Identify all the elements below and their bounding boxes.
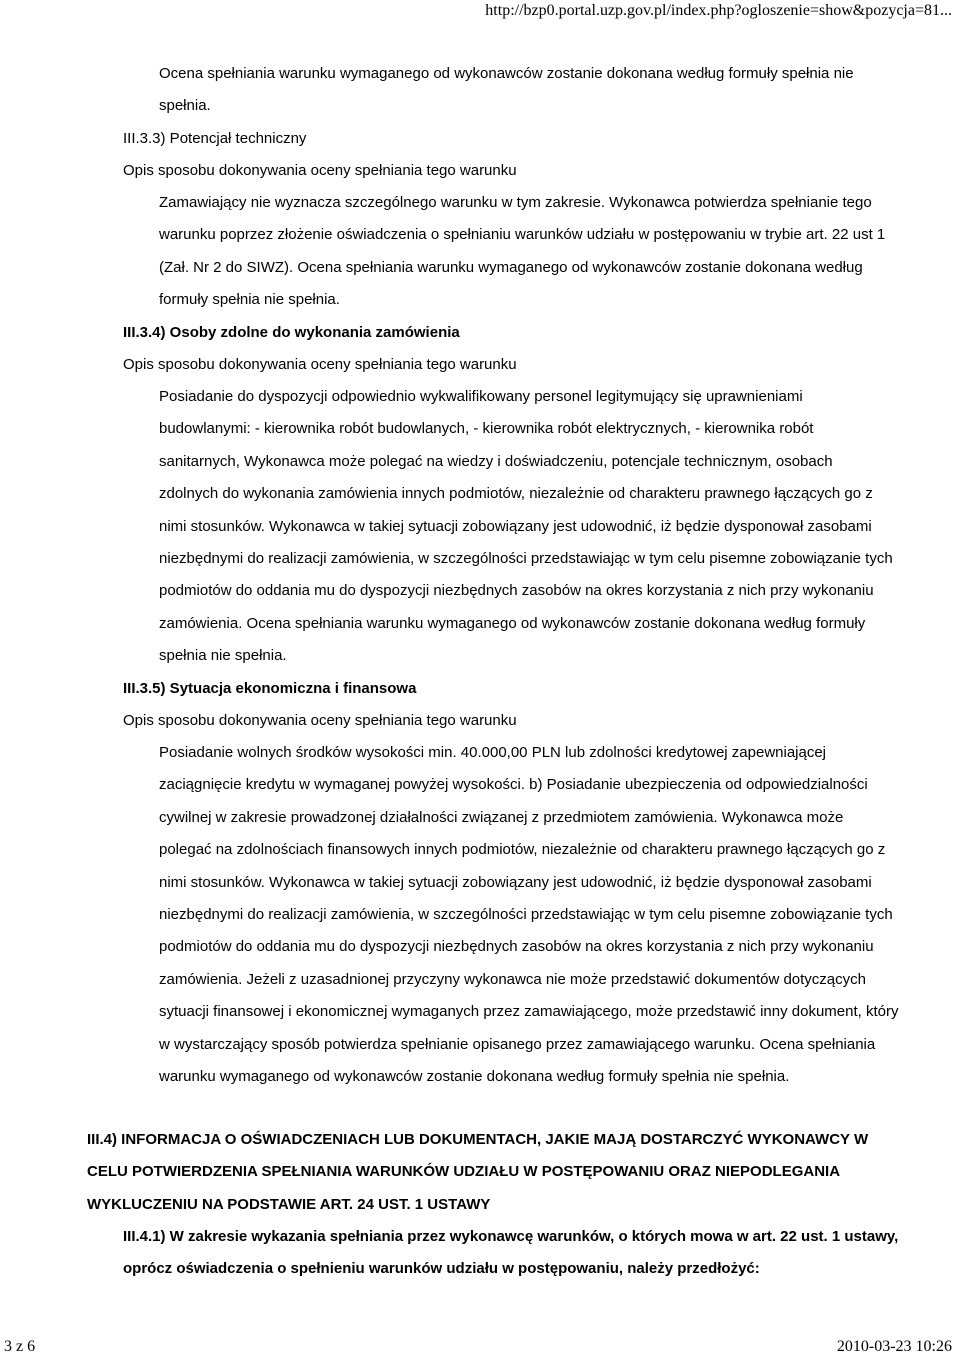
print-datetime: 2010-03-23 10:26 (836, 1338, 952, 1355)
paragraph-potencjal: Zamawiający nie wyznacza szczególnego warunku w tym zakresie. Wykonawca potwierdza spełnianie tego warunku poprzez złożenie oświadczenia o spełnianiu warunków udziału w postępowaniu w trybie art. 22 ust 1 (Zał. Nr 2 do SIWZ). Ocena spełniania warunku wymaganego od wykonawców zostanie dokonana według formuły spełnia nie spełnia. (159, 194, 886, 309)
page-url: http://bzp0.portal.uzp.gov.pl/index.php?ogloszenie=show&pozycja=81... (485, 2, 952, 19)
heading-opis-1: Opis sposobu dokonywania oceny spełniania tego warunku (123, 162, 517, 179)
paragraph-sytuacja: Posiadanie wolnych środków wysokości min. 40.000,00 PLN lub zdolności kredytowej zapewniającej zaciągnięcie kredytu w wymaganej powyżej wysokości. b) Posiadanie ubezpieczenia od odpowiedzialności cywilnej w zakresie prowadzonej działalności związanej z przedmiotem zamówienia. Wykonawca może polegać na zdolnościach finansowych innych podmiotów, niezależnie od charakteru prawnego łączących go z nimi stosunków. Wykonawca w takiej sytuacji zobowiązany jest udowodnić, iż będzie dysponował zasobami niezbędnymi do realizacji zamówienia, w szczególności przedstawiając w tym celu pisemne zobowiązanie tych podmiotów do oddania mu do dyspozycji niezbędnych zasobów na okres korzystania z nich przy wykonaniu zamówienia. Jeżeli z uzasadnionej przyczyny wykonawca nie może przedstawić dokumentów dotyczących sytuacji finansowej i ekonomicznej wymaganych przez zamawiającego, może przedstawić inny dokument, który w wystarczający sposób potwierdza spełnianie opisanego przez zamawiającego warunku. Ocena spełniania warunku wymaganego od wykonawców zostanie dokonana według formuły spełnia nie spełnia. (159, 744, 899, 1086)
heading-opis-3: Opis sposobu dokonywania oceny spełniania tego warunku (123, 712, 517, 729)
paragraph-ocena: Ocena spełniania warunku wymaganego od wykonawców zostanie dokonana według formuły spełnia nie spełnia. (159, 65, 854, 115)
heading-informacja-oswiadczenia: III.4) INFORMACJA O OŚWIADCZENIACH LUB DOKUMENTACH, JAKIE MAJĄ DOSTARCZYĆ WYKONAWCY W CELU POTWIERDZENIA SPEŁNIANIA WARUNKÓW UDZIAŁU W POSTĘPOWANIU ORAZ NIEPODLEGANIA WYKLUCZENIU NA PODSTAWIE ART. 24 UST. 1 USTAWY (87, 1131, 869, 1213)
paragraph-osoby: Posiadanie do dyspozycji odpowiednio wykwalifikowany personel legitymujący się uprawnieniami budowlanymi: - kierownika robót budowlanych, - kierownika robót elektrycznych, - kierownika robót sanitarnych, Wykonawca może polegać na wiedzy i doświadczeniu, potencjale technicznym, osobach zdolnych do wykonania zamówienia innych podmiotów, niezależnie od charakteru prawnego łączących go z nimi stosunków. Wykonawca w takiej sytuacji zobowiązany jest udowodnić, iż będzie dysponował zasobami niezbędnymi do realizacji zamówienia, w szczególności przedstawiając w tym celu pisemne zobowiązanie tych podmiotów do oddania mu do dyspozycji niezbędnych zasobów na okres korzystania z nich przy wykonaniu zamówienia. Ocena spełniania warunku wymaganego od wykonawców zostanie dokonana według formuły spełnia nie spełnia. (159, 388, 893, 665)
heading-potencjal-techniczny: III.3.3) Potencjał techniczny (123, 130, 307, 147)
page-number: 3 z 6 (4, 1338, 36, 1355)
heading-osoby-zdolne: III.3.4) Osoby zdolne do wykonania zamówienia (123, 324, 460, 341)
heading-zakres-wykazania: III.4.1) W zakresie wykazania spełniania przez wykonawcę warunków, o których mowa w art. 22 ust. 1 ustawy, oprócz oświadczenia o spełnieniu warunków udziału w postępowaniu, należy przedłożyć: (123, 1228, 899, 1278)
heading-sytuacja-ekonomiczna: III.3.5) Sytuacja ekonomiczna i finansowa (123, 680, 417, 697)
heading-opis-2: Opis sposobu dokonywania oceny spełniania tego warunku (123, 356, 517, 373)
